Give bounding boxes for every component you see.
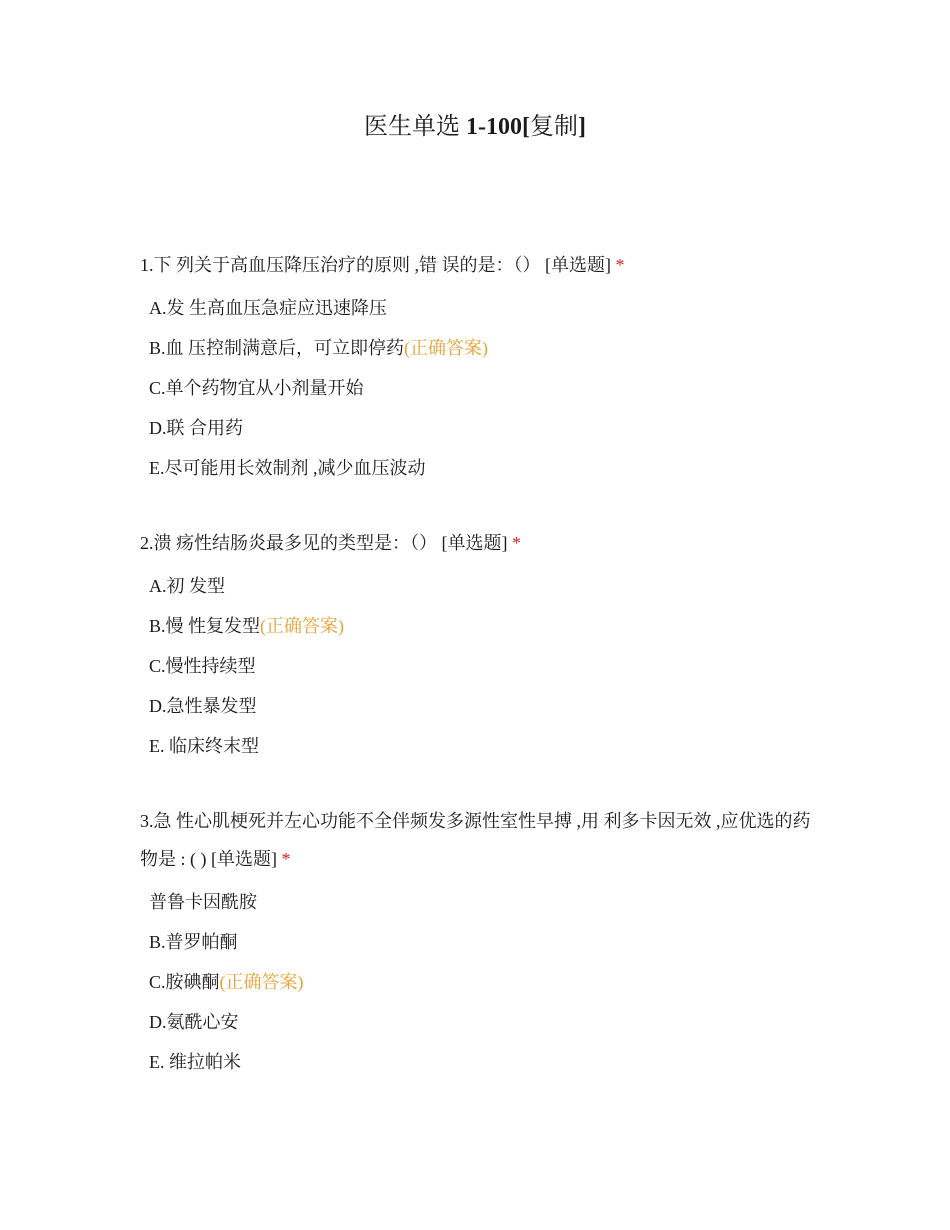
question-text: [140, 524, 820, 562]
question-stem: 2.溃 疡性结肠炎最多见的类型是：（） [单选题]: [140, 533, 512, 553]
option-text: E.尽可能用长效制剂 ,减少血压波动: [149, 458, 426, 478]
page-title: [0, 110, 950, 144]
option-c: [140, 962, 820, 1002]
option-text: B.普罗帕酮: [149, 932, 238, 952]
question-stem: 1.下 列关于高血压降压治疗的原则 ,错 误的是：（） [单选题]: [140, 255, 616, 275]
question-list: [140, 246, 820, 1118]
option-text: D.急性暴发型: [149, 696, 257, 716]
option-e: [140, 1042, 820, 1082]
question-1: [140, 246, 820, 488]
option-d: [140, 686, 820, 726]
question-text: [140, 246, 820, 284]
option-text: C.胺碘酮: [149, 972, 220, 992]
option-b: [140, 606, 820, 646]
required-mark: *: [615, 255, 625, 275]
correct-answer-mark: (正确答案): [404, 338, 489, 358]
option-a: [140, 288, 820, 328]
option-c: [140, 646, 820, 686]
required-mark: *: [281, 849, 291, 869]
title-bracket: ]: [577, 114, 586, 140]
option-text: D.联 合用药: [149, 418, 243, 438]
option-d: [140, 408, 820, 448]
question-text: [140, 802, 820, 878]
option-text: A.初 发型: [149, 576, 225, 596]
option-text: 普鲁卡因酰胺: [149, 892, 257, 912]
option-text: A.发 生高血压急症应迅速降压: [149, 298, 387, 318]
option-d: [140, 1002, 820, 1042]
question-stem: 3.急 性心肌梗死并左心功能不全伴频发多源性室性早搏 ,用 利多卡因无效 ,应优选的药物是 : ( ) [单选题]: [140, 811, 811, 869]
option-a: [140, 566, 820, 606]
correct-answer-mark: (正确答案): [219, 972, 304, 992]
option-text: B.血 压控制满意后，可立即停药: [149, 338, 405, 358]
title-copy: 复制: [529, 114, 578, 140]
title-range: 1-100[: [466, 114, 530, 140]
title-prefix: 医生单选: [364, 114, 466, 140]
question-3: [140, 802, 820, 1082]
option-text: B.慢 性复发型: [149, 616, 261, 636]
question-2: [140, 524, 820, 766]
option-text: C.单个药物宜从小剂量开始: [149, 378, 364, 398]
option-text: D.氨酰心安: [149, 1012, 239, 1032]
option-c: [140, 368, 820, 408]
option-text: E. 临床终末型: [149, 736, 259, 756]
option-b: [140, 922, 820, 962]
correct-answer-mark: (正确答案): [260, 616, 345, 636]
required-mark: *: [512, 533, 521, 553]
option-text: E. 维拉帕米: [149, 1052, 241, 1072]
option-text: C.慢性持续型: [149, 656, 256, 676]
option-b: [140, 328, 820, 368]
option-e: [140, 726, 820, 766]
option-a: [140, 882, 820, 922]
option-e: [140, 448, 820, 488]
